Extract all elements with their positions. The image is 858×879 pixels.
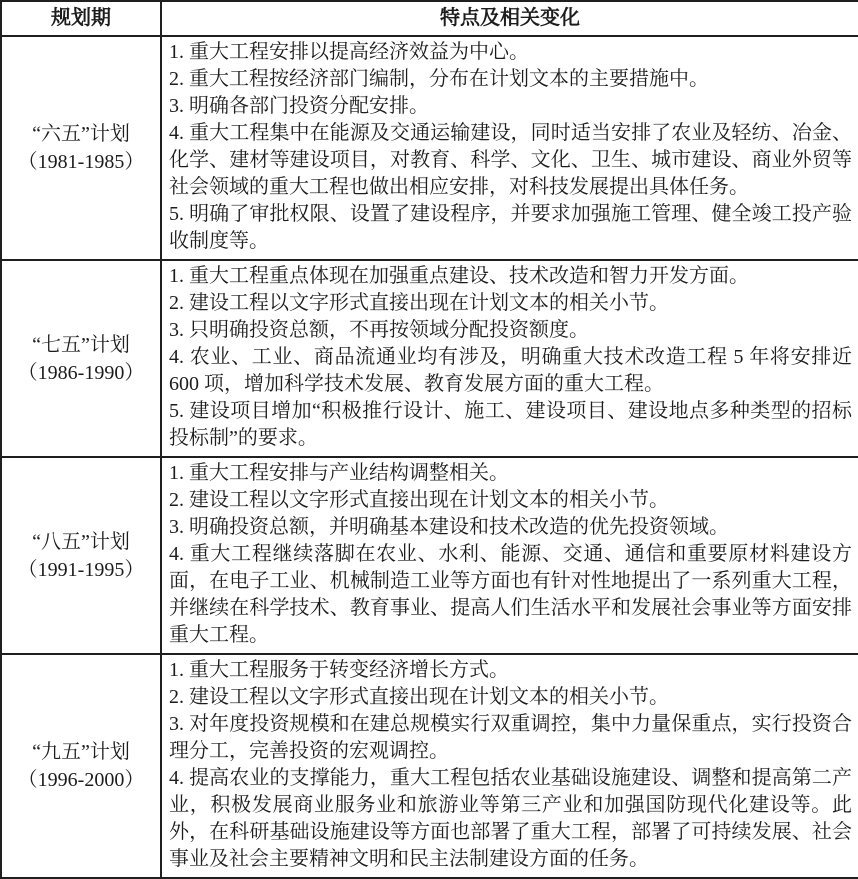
period-cell: [1, 654, 161, 878]
column-header-period: 规划期: [1, 1, 161, 36]
feature-item: 3. 只明确投资总额，不再按领域分配投资额度。: [169, 319, 589, 341]
features-cell: [161, 36, 858, 260]
period-name: “六五”计划: [32, 123, 130, 145]
feature-item: 3. 明确各部门投资分配安排。: [169, 95, 429, 117]
period-years: （1991-1995）: [17, 558, 145, 581]
period-name: “九五”计划: [32, 741, 130, 763]
period-years: （1986-1990）: [17, 361, 145, 384]
feature-item: 2. 建设工程以文字形式直接出现在计划文本的相关小节。: [169, 489, 669, 511]
feature-item: 4. 农业、工业、商品流通业均有涉及，明确重大技术改造工程 5 年将安排近 600 项，增加科学技术发展、教育发展方面的重大工程。: [169, 346, 852, 395]
header-row: [1, 1, 858, 36]
period-cell: [1, 457, 161, 654]
period-cell: [1, 260, 161, 457]
table-row-6th-plan: [1, 36, 858, 260]
period-name: “八五”计划: [32, 530, 130, 553]
column-header-features: 特点及相关变化: [161, 1, 858, 36]
feature-item: 5. 建设项目增加“积极推行设计、施工、建设项目、建设地点多种类型的招标投标制”的要求。: [169, 400, 852, 449]
period-years: （1996-2000）: [17, 769, 145, 791]
period-name: “七五”计划: [32, 333, 130, 356]
features-cell: [161, 654, 858, 878]
feature-item: 4. 提高农业的支撑能力，重大工程包括农业基础设施建设、调整和提高第二产业，积极发展商业服务业和旅游业等第三产业和加强国防现代化建设等。此外，在科研基础设施建设等方面也部署了重大工程，部署了可持续发展、社会事业及社会主要精神文明和民主法制建设方面的任务。: [169, 767, 852, 870]
features-cell: [161, 260, 858, 457]
feature-item: 2. 建设工程以文字形式直接出现在计划文本的相关小节。: [169, 686, 669, 708]
table-row-9th-plan: [1, 654, 858, 878]
feature-item: 3. 对年度投资规模和在建总规模实行双重调控，集中力量保重点，实行投资合理分工，完善投资的宏观调控。: [169, 713, 852, 762]
feature-item: 4. 重大工程集中在能源及交通运输建设，同时适当安排了农业及轻纺、冶金、化学、建材等建设项目，对教育、科学、文化、卫生、城市建设、商业外贸等社会领域的重大工程也做出相应安排，对科技发展提出具体任务。: [169, 122, 852, 198]
feature-item: 2. 建设工程以文字形式直接出现在计划文本的相关小节。: [169, 292, 669, 314]
table-row-7th-plan: [1, 260, 858, 457]
period-years: （1981-1985）: [17, 151, 145, 173]
feature-item: 1. 重大工程安排与产业结构调整相关。: [169, 462, 509, 484]
feature-item: 1. 重大工程安排以提高经济效益为中心。: [169, 41, 529, 63]
period-cell: [1, 36, 161, 260]
table-row-8th-plan: [1, 457, 858, 654]
feature-item: 2. 重大工程按经济部门编制，分布在计划文本的主要措施中。: [169, 68, 709, 90]
feature-item: 1. 重大工程重点体现在加强重点建设、技术改造和智力开发方面。: [169, 265, 749, 287]
features-cell: [161, 457, 858, 654]
feature-item: 1. 重大工程服务于转变经济增长方式。: [169, 659, 509, 681]
feature-item: 3. 明确投资总额，并明确基本建设和技术改造的优先投资领域。: [169, 516, 729, 538]
feature-item: 5. 明确了审批权限、设置了建设程序，并要求加强施工管理、健全竣工投产验收制度等。: [169, 203, 852, 252]
feature-item: 4. 重大工程继续落脚在农业、水利、能源、交通、通信和重要原材料建设方面，在电子工业、机械制造工业等方面也有针对性地提出了一系列重大工程，并继续在科学技术、教育事业、提高人们生活水平和发展社会事业等方面安排重大工程。: [169, 543, 852, 646]
